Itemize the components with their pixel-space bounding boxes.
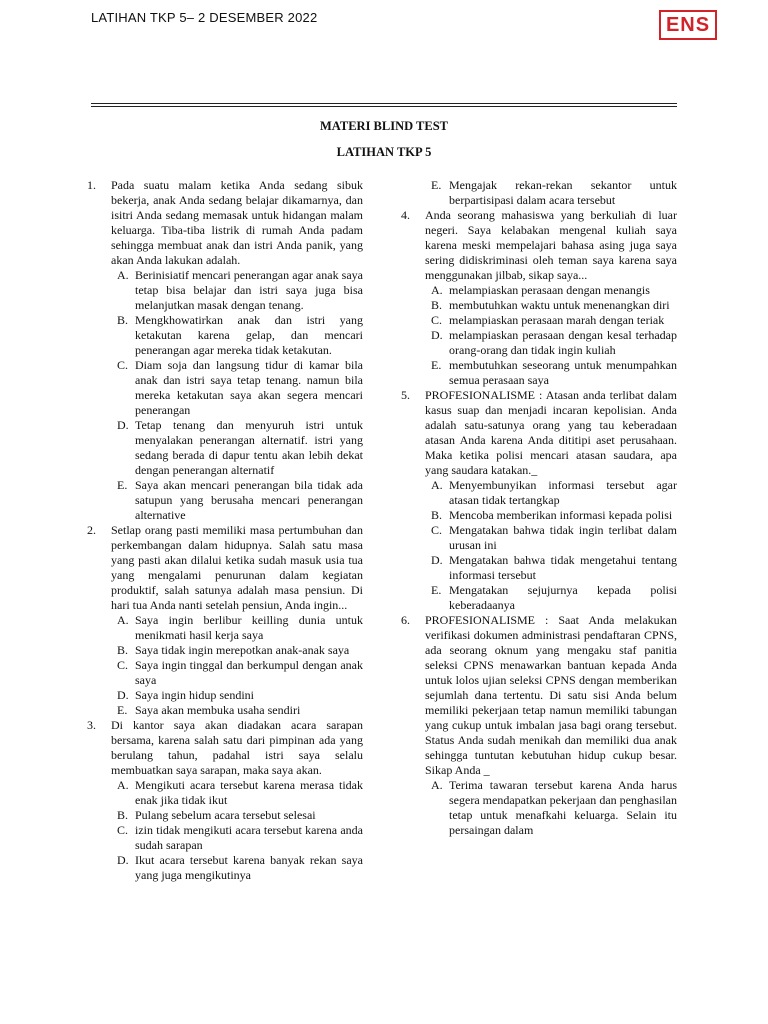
question-item — [87, 523, 363, 718]
option-letter: A. — [431, 478, 443, 492]
option-item[interactable] — [111, 478, 363, 523]
option-letter: C. — [117, 358, 129, 372]
option-item[interactable] — [425, 178, 677, 208]
option-text: Mengatakan sejujurnya kepada polisi keberadaanya — [449, 583, 677, 612]
option-letter: E. — [431, 178, 442, 192]
option-letter: E. — [431, 358, 442, 372]
question-item — [401, 388, 677, 613]
question-number: 3. — [87, 718, 96, 732]
option-item[interactable] — [111, 703, 363, 718]
top-rule-thin — [91, 106, 677, 107]
options-list — [111, 778, 363, 883]
option-item[interactable] — [425, 583, 677, 613]
option-letter: E. — [117, 478, 128, 492]
option-text: membutuhkan seseorang untuk menumpahkan semua perasaan saya — [449, 358, 677, 387]
question-item — [87, 718, 363, 883]
options-list — [425, 478, 677, 613]
question-number: 2. — [87, 523, 96, 537]
option-letter: A. — [117, 613, 129, 627]
option-item[interactable] — [111, 778, 363, 808]
option-item[interactable] — [111, 313, 363, 358]
continued-option — [401, 178, 677, 208]
question-number: 5. — [401, 388, 410, 402]
option-letter: C. — [431, 523, 443, 537]
option-item[interactable] — [111, 688, 363, 703]
option-item[interactable] — [111, 268, 363, 313]
question-text: Setlap orang pasti memiliki masa pertumbuhan dan perkembangan dalam hidupnya. Salah satu masa yang pasti akan dilalui ketika sudah masuk usia tua yang mengalami penurunan dalam kegiatan produktif, salah satunya adalah masa pensiun. Di hari tua Anda nanti setelah pensiun, Anda ingin... — [111, 523, 363, 612]
option-text: Saya ingin hidup sendini — [135, 688, 254, 702]
option-item[interactable] — [111, 808, 363, 823]
option-text: Mengajak rekan-rekan sekantor untuk berpartisipasi dalam acara tersebut — [449, 178, 677, 207]
option-item[interactable] — [425, 478, 677, 508]
option-letter: B. — [117, 643, 129, 657]
left-column — [87, 178, 363, 883]
option-letter: D. — [117, 688, 129, 702]
question-item — [401, 613, 677, 838]
question-number: 6. — [401, 613, 410, 627]
option-text: Berinisiatif mencari penerangan agar anak saya tetap bisa belajar dan istri saya juga bisa melanjutkan masak dengan tenang. — [135, 268, 363, 312]
question-text: Pada suatu malam ketika Anda sedang sibuk bekerja, anak Anda sedang belajar dikamarnya, dan isitri Anda sedang memasak untuk hidangan malam keluarga. Tiba-tiba listrik di rumah Anda padam sehingga membuat anak dan istri Anda panik, yang akan Anda lakukan adalah. — [111, 178, 363, 267]
question-item — [87, 178, 363, 523]
option-item[interactable] — [111, 853, 363, 883]
option-item[interactable] — [425, 553, 677, 583]
option-letter: B. — [431, 298, 443, 312]
option-letter: B. — [431, 508, 443, 522]
option-item[interactable] — [111, 823, 363, 853]
question-item — [401, 208, 677, 388]
page-subtitle: LATIHAN TKP 5 — [336, 145, 432, 159]
option-text: Tetap tenang dan menyuruh istri untuk menyalakan penerangan alternatif. istri yang sedang berada di dapur tentu akan lebih dekat dengan penerangan alternatif — [135, 418, 363, 477]
options-list — [425, 283, 677, 388]
option-item[interactable] — [425, 298, 677, 313]
options-list — [425, 778, 677, 838]
option-letter: E. — [431, 583, 442, 597]
option-letter: A. — [117, 268, 129, 282]
option-item[interactable] — [425, 283, 677, 298]
option-letter: A. — [117, 778, 129, 792]
option-text: Saya ingin berlibur keilling dunia untuk menikmati hasil kerja saya — [135, 613, 363, 642]
option-letter: D. — [117, 853, 129, 867]
option-text: Mengatakan bahwa tidak mengetahui tentang informasi tersebut — [449, 553, 677, 582]
option-text: Saya tidak ingin merepotkan anak-anak saya — [135, 643, 350, 657]
option-text: Saya akan membuka usaha sendiri — [135, 703, 301, 717]
page-title: MATERI BLIND TEST — [319, 119, 449, 133]
option-text: Mencoba memberikan informasi kepada polisi — [449, 508, 673, 522]
options-list — [111, 613, 363, 718]
option-item[interactable] — [111, 613, 363, 643]
option-item[interactable] — [425, 508, 677, 523]
option-text: melampiaskan perasaan marah dengan teriak — [449, 313, 665, 327]
option-letter: C. — [431, 313, 443, 327]
right-column — [401, 178, 677, 838]
option-letter: C. — [117, 823, 129, 837]
option-letter: E. — [117, 703, 128, 717]
option-text: Mengkhowatirkan anak dan istri yang ketakutan karena gelap, dan mencari penerangan agar mereka tidak ketakutan. — [135, 313, 363, 357]
options-list — [111, 268, 363, 523]
question-text: Anda seorang mahasiswa yang berkuliah di luar negeri. Saya kelabakan mengenal kuliah saya karena meski mempelajari bahasa asing juga saya sering didiskriminasi oleh teman saya karena saya menggunakan jilbab, sikap saya... — [425, 208, 677, 282]
option-text: Saya ingin tinggal dan berkumpul dengan anak saya — [135, 658, 363, 687]
option-text: melampiaskan perasaan dengan menangis — [449, 283, 650, 297]
question-text: PROFESIONALISME : Atasan anda terlibat dalam kasus suap dan menjadi incaran kepolisian. Anda adalah satu-satunya orang yang tau keberadaan atasan Anda karena Anda dititipi aset perusahaan. Maka ketika polisi mencari atasan saudara, apa yang saudara katakan._ — [425, 388, 677, 477]
option-text: melampiaskan perasaan dengan kesal terhadap orang-orang dan tidak ingin kuliah — [449, 328, 677, 357]
option-letter: C. — [117, 658, 129, 672]
top-rule-thick — [91, 103, 677, 104]
ens-logo: ENS — [659, 10, 717, 40]
option-text: Saya akan mencari penerangan bila tidak ada satupun yang berusaha mencari penerangan alternative — [135, 478, 363, 522]
option-text: Mengikuti acara tersebut karena merasa tidak enak jika tidak ikut — [135, 778, 363, 807]
option-item[interactable] — [111, 418, 363, 478]
option-item[interactable] — [111, 643, 363, 658]
question-text: Di kantor saya akan diadakan acara sarapan bersama, karena salah satu dari pimpinan ada yang berulang tahun, padahal istri saya selalu membuatkan saya sarapan, maka saya akan. — [111, 718, 363, 777]
option-letter: A. — [431, 283, 443, 297]
question-number: 4. — [401, 208, 410, 222]
option-text: Mengatakan bahwa tidak ingin terlibat dalam urusan ini — [449, 523, 677, 552]
option-letter: A. — [431, 778, 443, 792]
option-item[interactable] — [425, 523, 677, 553]
option-letter: B. — [117, 313, 129, 327]
option-letter: D. — [117, 418, 129, 432]
option-item[interactable] — [425, 313, 677, 328]
question-number: 1. — [87, 178, 96, 192]
option-text: Ikut acara tersebut karena banyak rekan saya yang juga mengikutinya — [135, 853, 363, 882]
option-text: Terima tawaran tersebut karena Anda harus segera mendapatkan pekerjaan dan penghasilan tetap untuk menafkahi keluarga. Selain itu persaingan dalam — [449, 778, 677, 837]
option-text: membutuhkan waktu untuk menenangkan diri — [449, 298, 670, 312]
option-item[interactable] — [425, 358, 677, 388]
option-letter: B. — [117, 808, 129, 822]
option-text: Diam soja dan langsung tidur di kamar bila anak dan istri saya tetap tenang. namun bila mereka ketakutan saya akan segera mencari penerangan — [135, 358, 363, 417]
option-item[interactable] — [111, 358, 363, 418]
option-text: izin tidak mengikuti acara tersebut karena anda sudah sarapan — [135, 823, 363, 852]
question-text: PROFESIONALISME : Saat Anda melakukan verifikasi dokumen administrasi pendaftaran CPNS, ada seorang oknum yang mengaku staf panitia seleksi CPNS menawarkan bantuan kepada Anda untuk lolos ujian seleksi CPNS dengan memberikan sejumlah dana tertentu. Di satu sisi Anda belum memiliki pekerjaan tetap namun memiliki tabungan yang cukup untuk imbalan jasa bagi orang tersebut. Status Anda sudah menikah dan memiliki dua anak sehingga tuntutan kebutuhan hidup cukup besar. Sikap Anda _ — [425, 613, 677, 777]
option-item[interactable] — [425, 778, 677, 838]
option-item[interactable] — [111, 658, 363, 688]
option-text: Pulang sebelum acara tersebut selesai — [135, 808, 316, 822]
option-item[interactable] — [425, 328, 677, 358]
header-doc-label: LATIHAN TKP 5– 2 DESEMBER 2022 — [91, 10, 318, 25]
option-text: Menyembunyikan informasi tersebut agar atasan tidak tertangkap — [449, 478, 677, 507]
option-letter: D. — [431, 328, 443, 342]
option-letter: D. — [431, 553, 443, 567]
